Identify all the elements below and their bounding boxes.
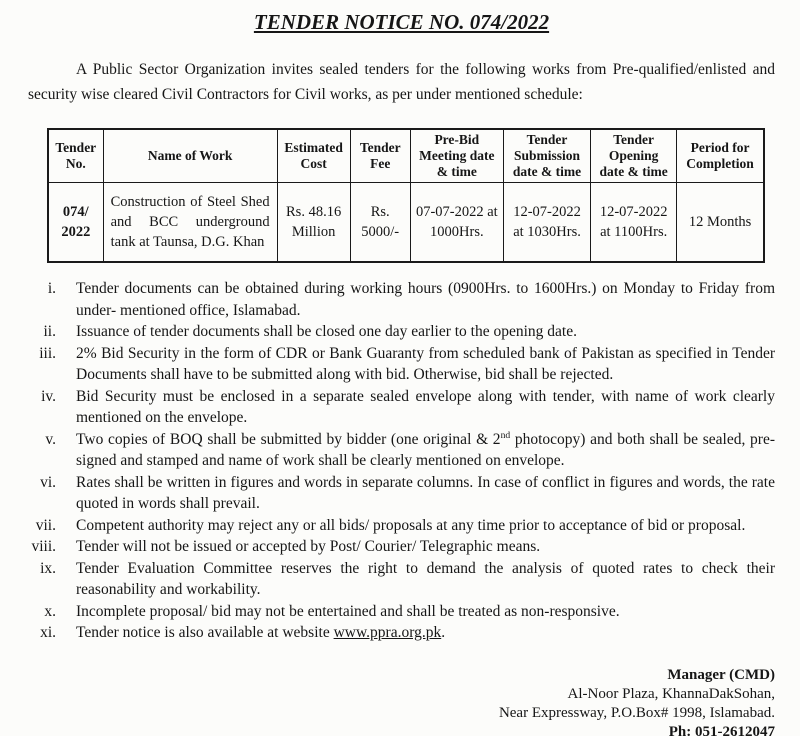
text-segment: Rates shall be written in figures and words in separate columns. In case of conflict in figures and words, the rate quoted in words shall prevail. — [76, 473, 775, 512]
table-header-cell: Tender Opening date & time — [591, 129, 677, 183]
table-cell: 074/ 2022 — [48, 183, 103, 263]
list-item — [28, 321, 775, 343]
list-item — [28, 386, 775, 429]
table-header-cell: Tender No. — [48, 129, 103, 183]
table-cell: 12-07-2022 at 1100Hrs. — [591, 183, 677, 263]
table-header-cell: Pre-Bid Meeting date & time — [410, 129, 503, 183]
superscript-text: nd — [500, 429, 511, 441]
list-item-text — [76, 472, 775, 515]
list-item-text — [76, 386, 775, 429]
signatory-phone: Ph: 051-2612047 — [668, 723, 775, 736]
list-item-text — [76, 536, 775, 558]
table-header-cell: Period for Completion — [677, 129, 764, 183]
page-title — [28, 10, 775, 35]
list-item-numeral: v. — [45, 430, 56, 448]
list-item-numeral: x. — [44, 602, 56, 620]
list-item-text — [76, 622, 775, 644]
text-segment: Tender Evaluation Committee reserves the right to demand the analysis of quoted rates to check their reasonability and workability. — [76, 559, 775, 598]
list-item-text — [76, 558, 775, 601]
list-item — [28, 278, 775, 321]
list-item-numeral: viii. — [31, 538, 56, 555]
table-cell: 12-07-2022 at 1030Hrs. — [503, 183, 590, 263]
text-segment: Bid Security must be enclosed in a separate sealed envelope along with tender, with name of work clearly mentioned on the envelope. — [76, 387, 775, 426]
signatory-address-line2: Near Expressway, P.O.Box# 1998, Islamabad. — [498, 704, 775, 721]
list-item — [28, 536, 775, 558]
table-header-row — [48, 129, 764, 183]
list-item — [28, 429, 775, 472]
table-cell: Rs. 5000/- — [350, 183, 410, 263]
list-item — [28, 558, 775, 601]
list-item-text — [76, 321, 775, 343]
list-item-text — [76, 278, 775, 321]
list-item-text — [76, 515, 775, 537]
table-cell: 12 Months — [677, 183, 764, 263]
list-item-numeral: vii. — [35, 516, 56, 534]
text-segment: Competent authority may reject any or all bids/ proposals at any time prior to acceptance of bid or proposal. — [76, 516, 746, 534]
table-header-cell: Tender Fee — [350, 129, 410, 183]
text-segment: . — [441, 624, 446, 641]
list-item-numeral: ix. — [40, 559, 56, 577]
table-cell: Rs. 48.16 Million — [277, 183, 350, 263]
list-item — [28, 601, 775, 623]
signatory-address-line1: Al-Noor Plaza, KhannaDakSohan, — [567, 685, 775, 702]
table-cell: Construction of Steel Shed and BCC underground tank at Taunsa, D.G. Khan — [103, 183, 277, 263]
list-item-text — [76, 601, 775, 623]
page-title-text: TENDER NOTICE NO. 074/2022 — [253, 10, 550, 34]
intro-paragraph: A Public Sector Organization invites sealed tenders for the following works from Pre-qualified/enlisted and security wise cleared Civil Contractors for Civil works, as per under mentioned schedule: — [28, 61, 775, 103]
text-segment: 2% Bid Security in the form of CDR or Bank Guaranty from scheduled bank of Pakistan as specified in Tender Documents shall have to be submitted along with bid. Otherwise, bid shall be rejected. — [76, 344, 775, 383]
list-item — [28, 622, 775, 644]
table-header-cell: Tender Submission date & time — [503, 129, 590, 183]
table-header-cell: Estimated Cost — [277, 129, 350, 183]
list-item-numeral: xi. — [40, 624, 56, 641]
list-item-numeral: iii. — [39, 344, 56, 362]
table-header-cell: Name of Work — [103, 129, 277, 183]
list-item-numeral: iv. — [41, 387, 56, 405]
text-segment: Tender will not be issued or accepted by Post/ Courier/ Telegraphic means. — [76, 538, 541, 555]
list-item — [28, 343, 775, 386]
tender-table — [47, 128, 765, 263]
list-item — [28, 472, 775, 515]
ppra-website-link[interactable]: www.ppra.org.pk — [333, 624, 442, 641]
text-segment: Issuance of tender documents shall be closed one day earlier to the opening date. — [76, 323, 577, 340]
text-segment: photocopy) and both shall be sealed, pre-signed and stamped and name of work shall be clearly mentioned on envelope. — [76, 430, 775, 469]
list-item-text — [76, 429, 775, 472]
list-item — [28, 515, 775, 537]
list-item-numeral: i. — [47, 280, 56, 297]
signatory-title: Manager (CMD) — [667, 666, 775, 683]
list-item-numeral: vi. — [40, 473, 56, 491]
text-segment: Tender notice is also available at website — [76, 624, 334, 641]
text-segment: Incomplete proposal/ bid may not be entertained and shall be treated as non-responsive. — [76, 602, 620, 620]
list-item-text — [76, 343, 775, 386]
conditions-list — [28, 278, 775, 644]
signature-block — [28, 666, 775, 736]
text-segment: Tender documents can be obtained during working hours (0900Hrs. to 1600Hrs.) on Monday to Friday from under- mentioned office, Islamabad. — [76, 280, 775, 319]
text-segment: Two copies of BOQ shall be submitted by bidder (one original & 2 — [76, 430, 501, 448]
table-row — [48, 183, 764, 263]
list-item-numeral: ii. — [43, 323, 56, 340]
table-cell: 07-07-2022 at 1000Hrs. — [410, 183, 503, 263]
